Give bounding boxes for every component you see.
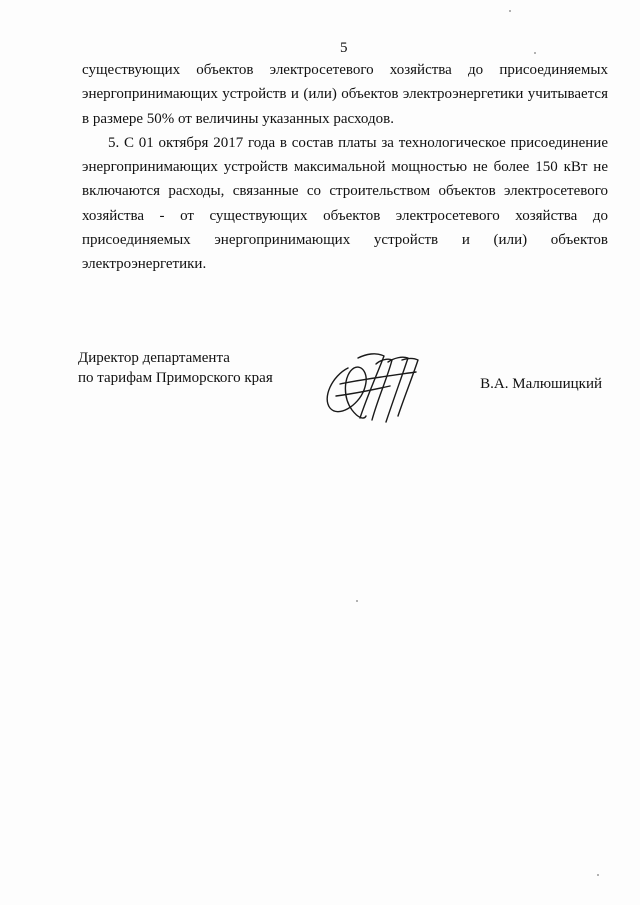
signatory-name: В.А. Малюшицкий <box>480 376 602 392</box>
page-number: 5 <box>340 40 348 56</box>
scan-speck <box>534 52 536 54</box>
paragraph-item-5: 5. С 01 октября 2017 года в состав платы за технологическое присоединение энергопринимающих устройств максимальной мощностью не более 150 кВт не включаются расходы, связанные со строительством объектов электросетевого хозяйства - от существующих объектов электросетевого хозяйства до присоединяемых энергопринимающих устройств и (или) объектов электроэнергетики. <box>82 134 608 273</box>
paragraph-continuation: существующих объектов электросетевого хозяйства до присоединяемых энергопринимающих устройств и (или) объектов электроэнергетики учитывается в размере 50% от величины указанных расходов. <box>82 62 608 127</box>
document-body <box>82 58 608 277</box>
signatory-position-line-2: по тарифам Приморского края <box>78 370 273 386</box>
scan-speck <box>597 874 599 876</box>
scan-speck <box>509 10 511 12</box>
signatory-position-line-1: Директор департамента <box>78 350 230 366</box>
signature-block <box>78 348 608 428</box>
scan-speck <box>356 600 358 602</box>
handwritten-signature <box>318 346 428 428</box>
signatory-position <box>78 348 273 388</box>
